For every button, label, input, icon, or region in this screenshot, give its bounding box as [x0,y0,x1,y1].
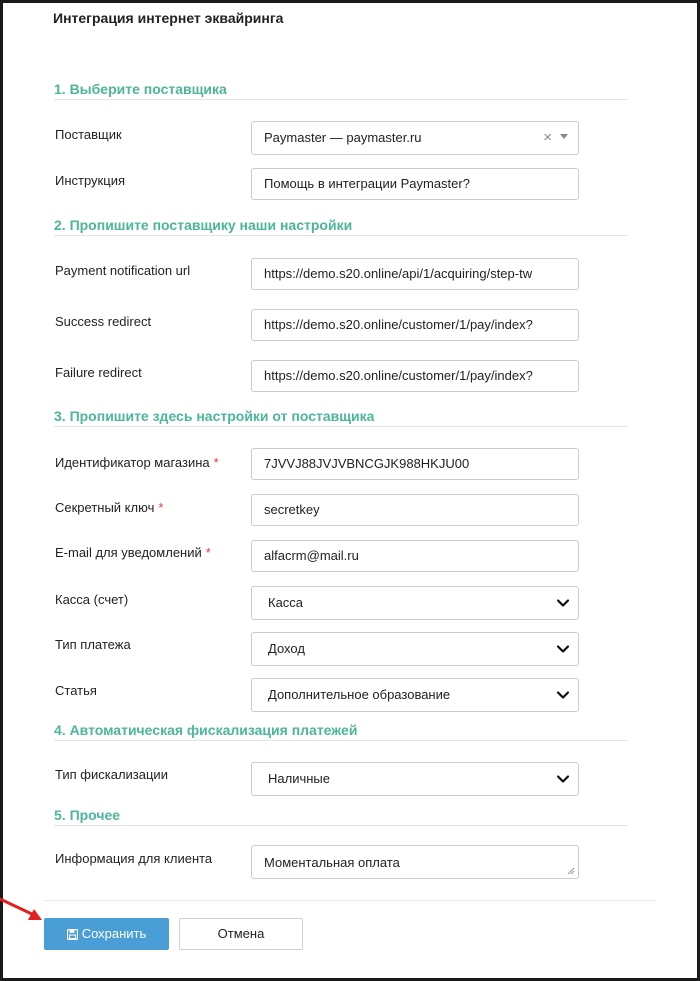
provider-label: Поставщик [55,127,122,142]
chevron-down-icon [556,642,570,656]
email-field[interactable]: alfacrm@mail.ru [251,540,579,572]
email-label-text: E-mail для уведомлений [55,545,202,560]
required-marker: * [205,545,211,560]
section-heading-other: 5. Прочее [54,807,628,826]
fiscal-type-select[interactable] [251,762,579,796]
email-label [55,545,211,560]
annotation-arrow-icon [0,895,48,925]
notification-url-label: Payment notification url [55,263,191,278]
chevron-down-icon [556,688,570,702]
required-marker: * [213,455,219,470]
payment-type-value: Доход [268,641,305,656]
caret-down-icon[interactable] [560,134,568,139]
payment-type-select[interactable] [251,632,579,666]
fiscal-type-value: Наличные [268,771,330,786]
payment-type-label: Тип платежа [55,637,131,652]
required-marker: * [158,500,164,515]
client-info-label: Информация для клиента [55,851,213,866]
section-heading-provider-settings: 3. Пропишите здесь настройки от поставщика [54,408,628,427]
section-heading-our-settings: 2. Пропишите поставщику наши настройки [54,217,628,236]
cashbox-label: Касса (счет) [55,592,129,607]
failure-redirect-label: Failure redirect [55,365,142,380]
dialog-title: Интеграция интернет эквайринга [53,10,284,26]
notification-url-field[interactable]: https://demo.s20.online/api/1/acquiring/step-tw [251,258,579,290]
secret-key-field[interactable]: secretkey [251,494,579,526]
save-button[interactable] [44,918,169,950]
secret-key-label [55,500,163,515]
resize-grip-icon[interactable] [567,867,575,875]
client-info-value: Моментальная оплата [264,855,400,870]
success-redirect-field[interactable]: https://demo.s20.online/customer/1/pay/index? [251,309,579,341]
article-select[interactable] [251,678,579,712]
failure-redirect-field[interactable]: https://demo.s20.online/customer/1/pay/index? [251,360,579,392]
cashbox-select[interactable] [251,586,579,620]
shop-id-field[interactable]: 7JVVJ88JVJVBNCGJK988HKJU00 [251,448,579,480]
cashbox-value: Касса [268,595,304,610]
shop-id-label [55,455,219,470]
clear-icon[interactable]: × [543,129,552,146]
client-info-textarea[interactable] [251,845,579,879]
cancel-button[interactable]: Отмена [179,918,303,950]
fiscal-type-label: Тип фискализации [55,767,168,782]
success-redirect-label: Success redirect [55,314,152,329]
save-button-label: Сохранить [81,926,147,941]
section-heading-provider: 1. Выберите поставщика [54,81,628,100]
chevron-down-icon [556,596,570,610]
shop-id-label-text: Идентификатор магазина [55,455,210,470]
instruction-label: Инструкция [55,173,125,188]
footer-divider [44,900,656,901]
provider-select[interactable] [251,121,579,155]
floppy-disk-icon [67,929,78,940]
instruction-link[interactable]: Помощь в интеграции Paymaster? [251,168,579,200]
article-label: Статья [55,683,97,698]
section-heading-fiscalization: 4. Автоматическая фискализация платежей [54,722,628,741]
chevron-down-icon [556,772,570,786]
secret-key-label-text: Секретный ключ [55,500,155,515]
article-value: Дополнительное образование [268,687,451,702]
provider-value: Paymaster — paymaster.ru [264,130,422,145]
